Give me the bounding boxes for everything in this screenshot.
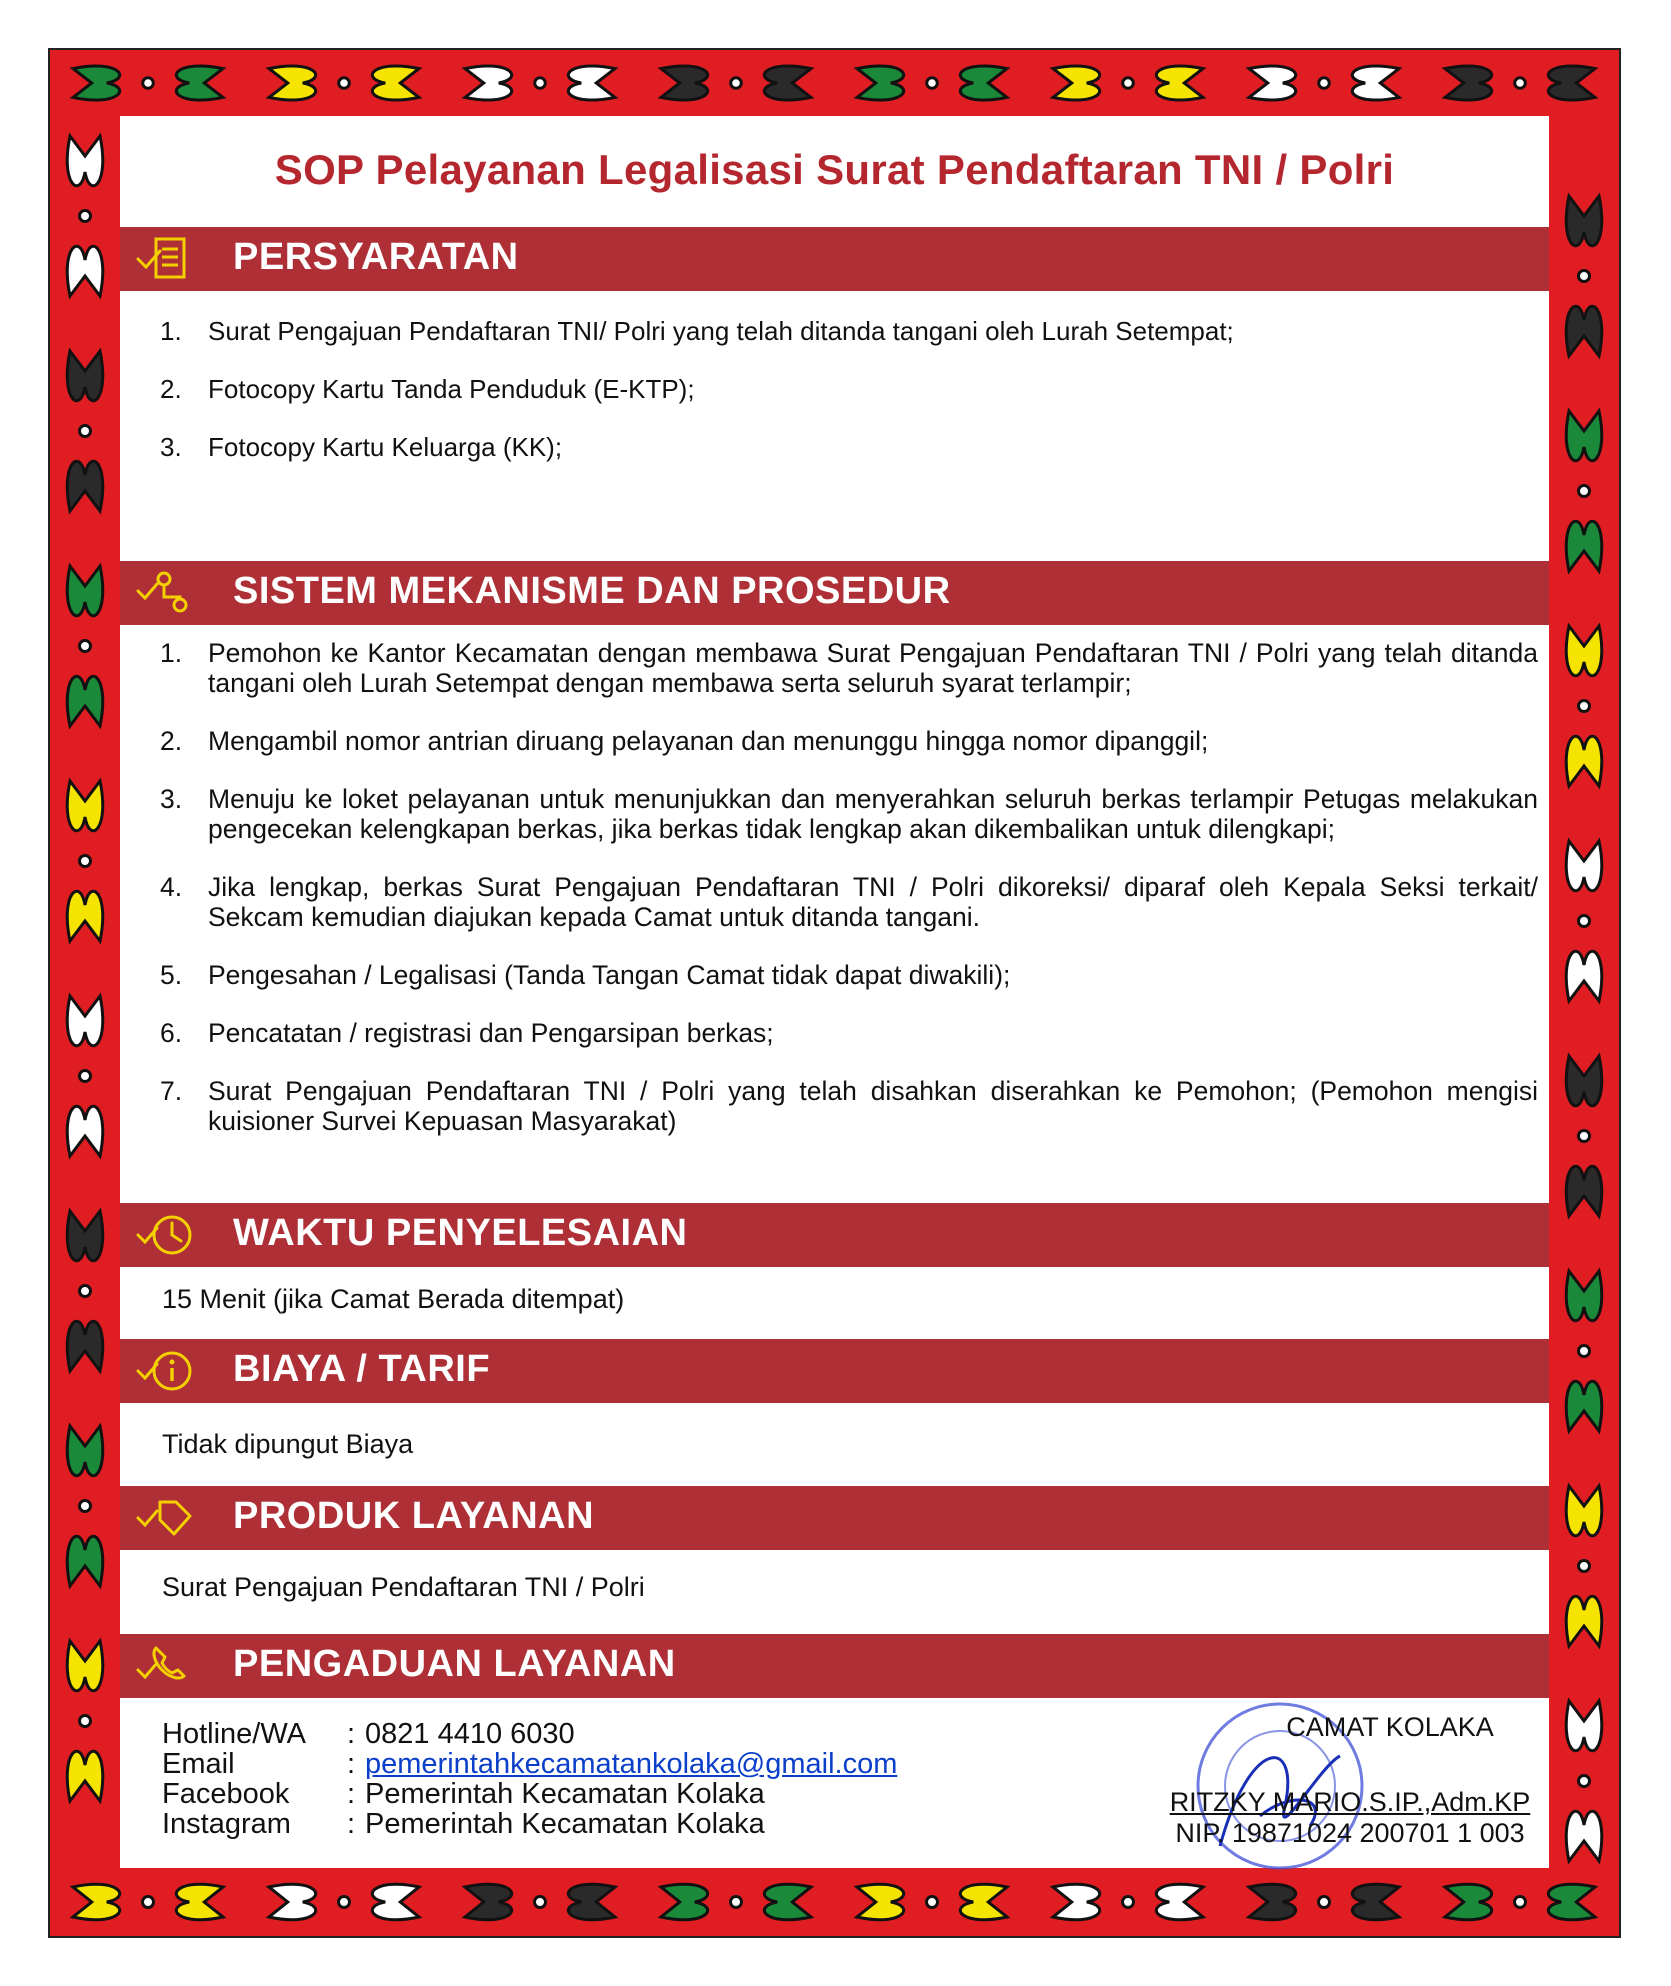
item-number: 4.	[160, 872, 183, 902]
item-text: Pemohon ke Kantor Kecamatan dengan membawa Surat Pengajuan Pendaftaran TNI / Polri yang telah ditanda tangani oleh Lurah Setempat dengan membawa serta seluruh syarat terlampir;	[208, 638, 1538, 698]
item-number: 1.	[160, 638, 183, 668]
list-item	[160, 1076, 1540, 1136]
hotline-number: 0821 4410 6030	[365, 1718, 575, 1750]
border-motif	[1566, 626, 1602, 786]
border-motif	[67, 1641, 103, 1801]
signatory-nip: NIP. 19871024 200701 1 003	[1175, 1818, 1525, 1848]
item-number: 3.	[160, 432, 182, 462]
item-text: Pencatatan / registrasi dan Pengarsipan berkas;	[208, 1018, 774, 1048]
tag-check-icon	[134, 1492, 198, 1544]
document-check-icon	[134, 233, 198, 285]
item-text: Surat Pengajuan Pendaftaran TNI / Polri yang telah disahkan diserahkan ke Pemohon; (Pemohon mengisi kuisioner Survei Kepuasan Masyarakat)	[208, 1076, 1538, 1136]
border-motif	[67, 136, 103, 296]
facebook-account: Pemerintah Kecamatan Kolaka	[365, 1778, 765, 1810]
contact-row-email	[162, 1749, 897, 1779]
signatory-role: CAMAT KOLAKA	[1286, 1712, 1494, 1742]
contact-info	[162, 1719, 897, 1839]
border-motif	[1566, 841, 1602, 1001]
item-text: Fotocopy Kartu Tanda Penduduk (E-KTP);	[208, 374, 695, 404]
contact-label: Instagram	[162, 1808, 291, 1840]
phone-check-icon	[134, 1640, 198, 1692]
border-motif	[465, 66, 615, 100]
item-number: 5.	[160, 960, 183, 990]
clock-check-icon	[134, 1209, 198, 1261]
contact-separator: :	[347, 1808, 356, 1840]
list-item	[160, 1018, 1540, 1048]
sop-content	[120, 116, 1549, 1868]
signatory-name: RITZKY MARIO.S.IP.,Adm.KP	[1169, 1787, 1531, 1817]
section-header-waktu	[120, 1203, 1549, 1267]
section-header-biaya	[120, 1339, 1549, 1403]
requirements-list	[160, 316, 1460, 490]
contact-row-hotline	[162, 1719, 897, 1749]
border-motif	[67, 996, 103, 1156]
list-item	[160, 432, 1460, 490]
email-link[interactable]: pemerintahkecamatankolaka@gmail.com	[365, 1748, 898, 1780]
list-item	[160, 638, 1540, 698]
contact-separator: :	[347, 1718, 356, 1750]
section-title: WAKTU PENYELESAIAN	[233, 1212, 688, 1254]
border-pattern-right	[1549, 116, 1619, 1868]
page-title: SOP Pelayanan Legalisasi Surat Pendaftaran TNI / Polri	[274, 146, 1395, 193]
border-motif	[269, 1884, 419, 1920]
border-motif	[1445, 66, 1595, 100]
item-text: Mengambil nomor antrian diruang pelayanan dan menunggu hingga nomor dipanggil;	[208, 726, 1209, 756]
border-motif	[661, 1884, 811, 1920]
border-motif	[67, 566, 103, 726]
border-motif	[1566, 1056, 1602, 1216]
border-motif	[857, 1884, 1007, 1920]
section-header-produk	[120, 1486, 1549, 1550]
item-text: Fotocopy Kartu Keluarga (KK);	[208, 432, 563, 462]
decorative-border-left	[50, 116, 120, 1868]
border-motif	[269, 66, 419, 100]
section-title: PERSYARATAN	[233, 236, 519, 278]
border-motif	[67, 781, 103, 941]
item-text: Jika lengkap, berkas Surat Pengajuan Pendaftaran TNI / Polri dikoreksi/ diparaf oleh Kepala Seksi terkait/ Sekcam kemudian diajukan kepada Camat untuk ditanda tangani.	[208, 872, 1538, 932]
flow-check-icon	[134, 567, 198, 619]
list-item	[160, 872, 1540, 932]
item-number: 7.	[160, 1076, 183, 1106]
item-text: Pengesahan / Legalisasi (Tanda Tangan Camat tidak dapat diwakili);	[208, 960, 1011, 990]
list-item	[160, 726, 1540, 756]
section-title: PRODUK LAYANAN	[233, 1495, 595, 1537]
section-title: PENGADUAN LAYANAN	[233, 1643, 676, 1685]
list-item	[160, 374, 1460, 432]
border-pattern-top	[50, 50, 1619, 116]
section-title: SISTEM MEKANISME DAN PROSEDUR	[233, 570, 951, 612]
border-motif	[1249, 1884, 1399, 1920]
item-number: 2.	[160, 374, 182, 404]
border-pattern-bottom	[50, 1868, 1619, 1936]
contact-separator: :	[347, 1778, 356, 1810]
service-product: Surat Pengajuan Pendaftaran TNI / Polri	[162, 1572, 645, 1602]
border-motif	[465, 1884, 615, 1920]
border-motif	[67, 351, 103, 511]
fee-text: Tidak dipungut Biaya	[162, 1429, 414, 1459]
border-motif	[67, 1426, 103, 1586]
border-motif	[1566, 1486, 1602, 1646]
completion-time: 15 Menit (jika Camat Berada ditempat)	[162, 1284, 625, 1314]
signature-block	[1120, 1712, 1580, 1849]
section-header-persyaratan	[120, 227, 1549, 291]
list-item	[160, 316, 1460, 374]
border-motif	[661, 66, 811, 100]
item-number: 2.	[160, 726, 183, 756]
list-item	[160, 784, 1540, 844]
border-motif	[857, 66, 1007, 100]
border-motif	[73, 66, 223, 100]
border-motif	[1445, 1884, 1595, 1920]
item-number: 3.	[160, 784, 183, 814]
info-check-icon	[134, 1345, 198, 1397]
section-header-pengaduan	[120, 1634, 1549, 1698]
decorative-border-bottom	[50, 1868, 1619, 1936]
border-motif	[1249, 66, 1399, 100]
contact-label: Email	[162, 1748, 235, 1780]
border-motif	[1566, 1271, 1602, 1431]
list-item	[160, 960, 1540, 990]
border-motif	[67, 1211, 103, 1371]
procedure-list	[160, 638, 1540, 1164]
section-header-prosedur	[120, 561, 1549, 625]
item-number: 1.	[160, 316, 182, 346]
border-motif	[1566, 196, 1602, 356]
border-motif	[1053, 1884, 1203, 1920]
contact-label: Hotline/WA	[162, 1718, 306, 1750]
contact-label: Facebook	[162, 1778, 290, 1810]
border-motif	[1053, 66, 1203, 100]
border-motif	[73, 1884, 223, 1920]
contact-row-facebook	[162, 1779, 897, 1809]
section-title: BIAYA / TARIF	[233, 1348, 491, 1390]
item-text: Surat Pengajuan Pendaftaran TNI/ Polri yang telah ditanda tangani oleh Lurah Setempat;	[208, 316, 1234, 346]
border-motif	[1566, 411, 1602, 571]
decorative-border-right	[1549, 116, 1619, 1868]
item-number: 6.	[160, 1018, 183, 1048]
item-text: Menuju ke loket pelayanan untuk menunjukkan dan menyerahkan seluruh berkas terlampir Petugas melakukan pengecekan kelengkapan berkas, jika berkas tidak lengkap akan dikembalikan untuk dilengkapi;	[208, 784, 1538, 844]
border-pattern-left	[50, 116, 120, 1868]
contact-separator: :	[347, 1748, 356, 1780]
instagram-account: Pemerintah Kecamatan Kolaka	[365, 1808, 765, 1840]
contact-row-instagram	[162, 1809, 897, 1839]
decorative-border-top	[50, 50, 1619, 116]
